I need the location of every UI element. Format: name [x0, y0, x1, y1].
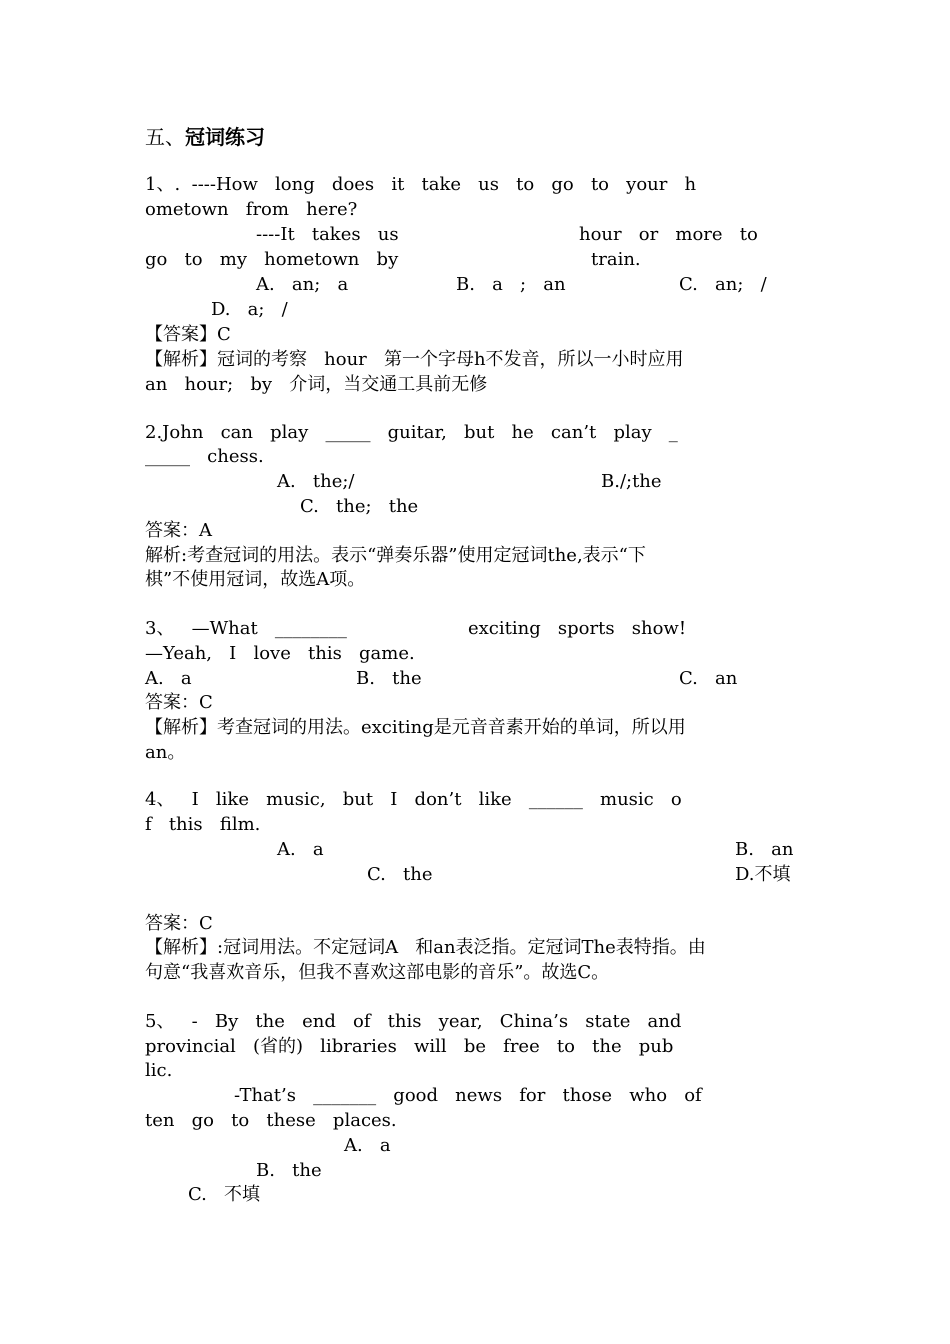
q2-line-2: _____ chess. [145, 446, 264, 467]
q4-option-c: C. the [367, 864, 433, 885]
section-number: 五、 [145, 125, 185, 149]
q4-explanation-2: 句意“我喜欢音乐，但我不喜欢这部电影的音乐”。故选C。 [145, 962, 610, 983]
q5-option-b: B. the [256, 1160, 322, 1181]
q5-option-c: C. 不填 [188, 1184, 261, 1205]
q2-option-b: B./;the [601, 471, 662, 492]
q4-explanation-1: 【解析】:冠词用法。不定冠词A 和an表泛指。定冠词The表特指。由 [145, 937, 706, 958]
q5-line-4: -That’s _______ good news for those who of [234, 1085, 702, 1106]
q3-option-c: C. an [679, 668, 738, 689]
q3-option-b: B. the [356, 668, 422, 689]
q1-option-d: D. a; / [211, 299, 288, 320]
q1-option-b: B. a ; an [456, 274, 566, 295]
q5-option-a: A. a [344, 1135, 391, 1156]
q4-line-2: f this film. [145, 814, 261, 835]
q3-answer: 答案：C [145, 692, 213, 713]
q4-option-b: B. an [735, 839, 794, 860]
section-title [145, 123, 265, 151]
q1-line-1: 1、. ----How long does it take us to go to your h [145, 174, 697, 195]
q1-option-a: A. an; a [256, 274, 349, 295]
q5-line-5: ten go to these places. [145, 1110, 397, 1131]
q5-line-2: provincial (省的) libraries will be free to the pub [145, 1036, 674, 1057]
q1-line-2: ometown from here? [145, 199, 358, 220]
q5-line-3: lic. [145, 1060, 173, 1081]
q3-explanation-2: an。 [145, 742, 186, 763]
q1-line-3: ----It takes us [256, 224, 399, 245]
q1-line-3-end: hour or more to [579, 224, 758, 245]
q1-explanation-2: an hour; by 介词，当交通工具前无修 [145, 374, 488, 395]
q1-option-c: C. an; / [679, 274, 767, 295]
q5-line-1: 5、 - By the end of this year, China’s state and [145, 1011, 682, 1032]
q2-option-a: A. the;/ [277, 471, 355, 492]
q1-line-4-end: train. [591, 249, 641, 270]
q3-explanation-1: 【解析】考查冠词的用法。exciting是元音音素开始的单词，所以用 [145, 717, 686, 738]
q3-line-2: —Yeah, I love this game. [145, 643, 415, 664]
q2-answer: 答案：A [145, 520, 212, 541]
q3-line-1-end: exciting sports show! [468, 618, 687, 639]
q3-line-1: 3、 —What ________ [145, 618, 347, 639]
section-heading: 冠词练习 [185, 125, 265, 149]
q2-explanation-1: 解析:考查冠词的用法。表示“弹奏乐器”使用定冠词the,表示“下 [145, 545, 646, 566]
q1-line-4: go to my hometown by [145, 249, 399, 270]
q1-explanation-1: 【解析】冠词的考察 hour 第一个字母h不发音，所以一小时应用 [145, 349, 684, 370]
q2-explanation-2: 棋”不使用冠词，故选A项。 [145, 569, 366, 590]
q4-answer: 答案：C [145, 913, 213, 934]
q2-line-1: 2.John can play _____ guitar, but he can’t play _ [145, 422, 678, 443]
q2-option-c: C. the; the [300, 496, 419, 517]
q4-option-a: A. a [277, 839, 324, 860]
q4-option-d: D.不填 [735, 864, 791, 885]
q1-answer: 【答案】C [145, 324, 231, 345]
q4-line-1: 4、 I like music, but I don’t like ______ music o [145, 789, 682, 810]
q3-option-a: A. a [145, 668, 192, 689]
